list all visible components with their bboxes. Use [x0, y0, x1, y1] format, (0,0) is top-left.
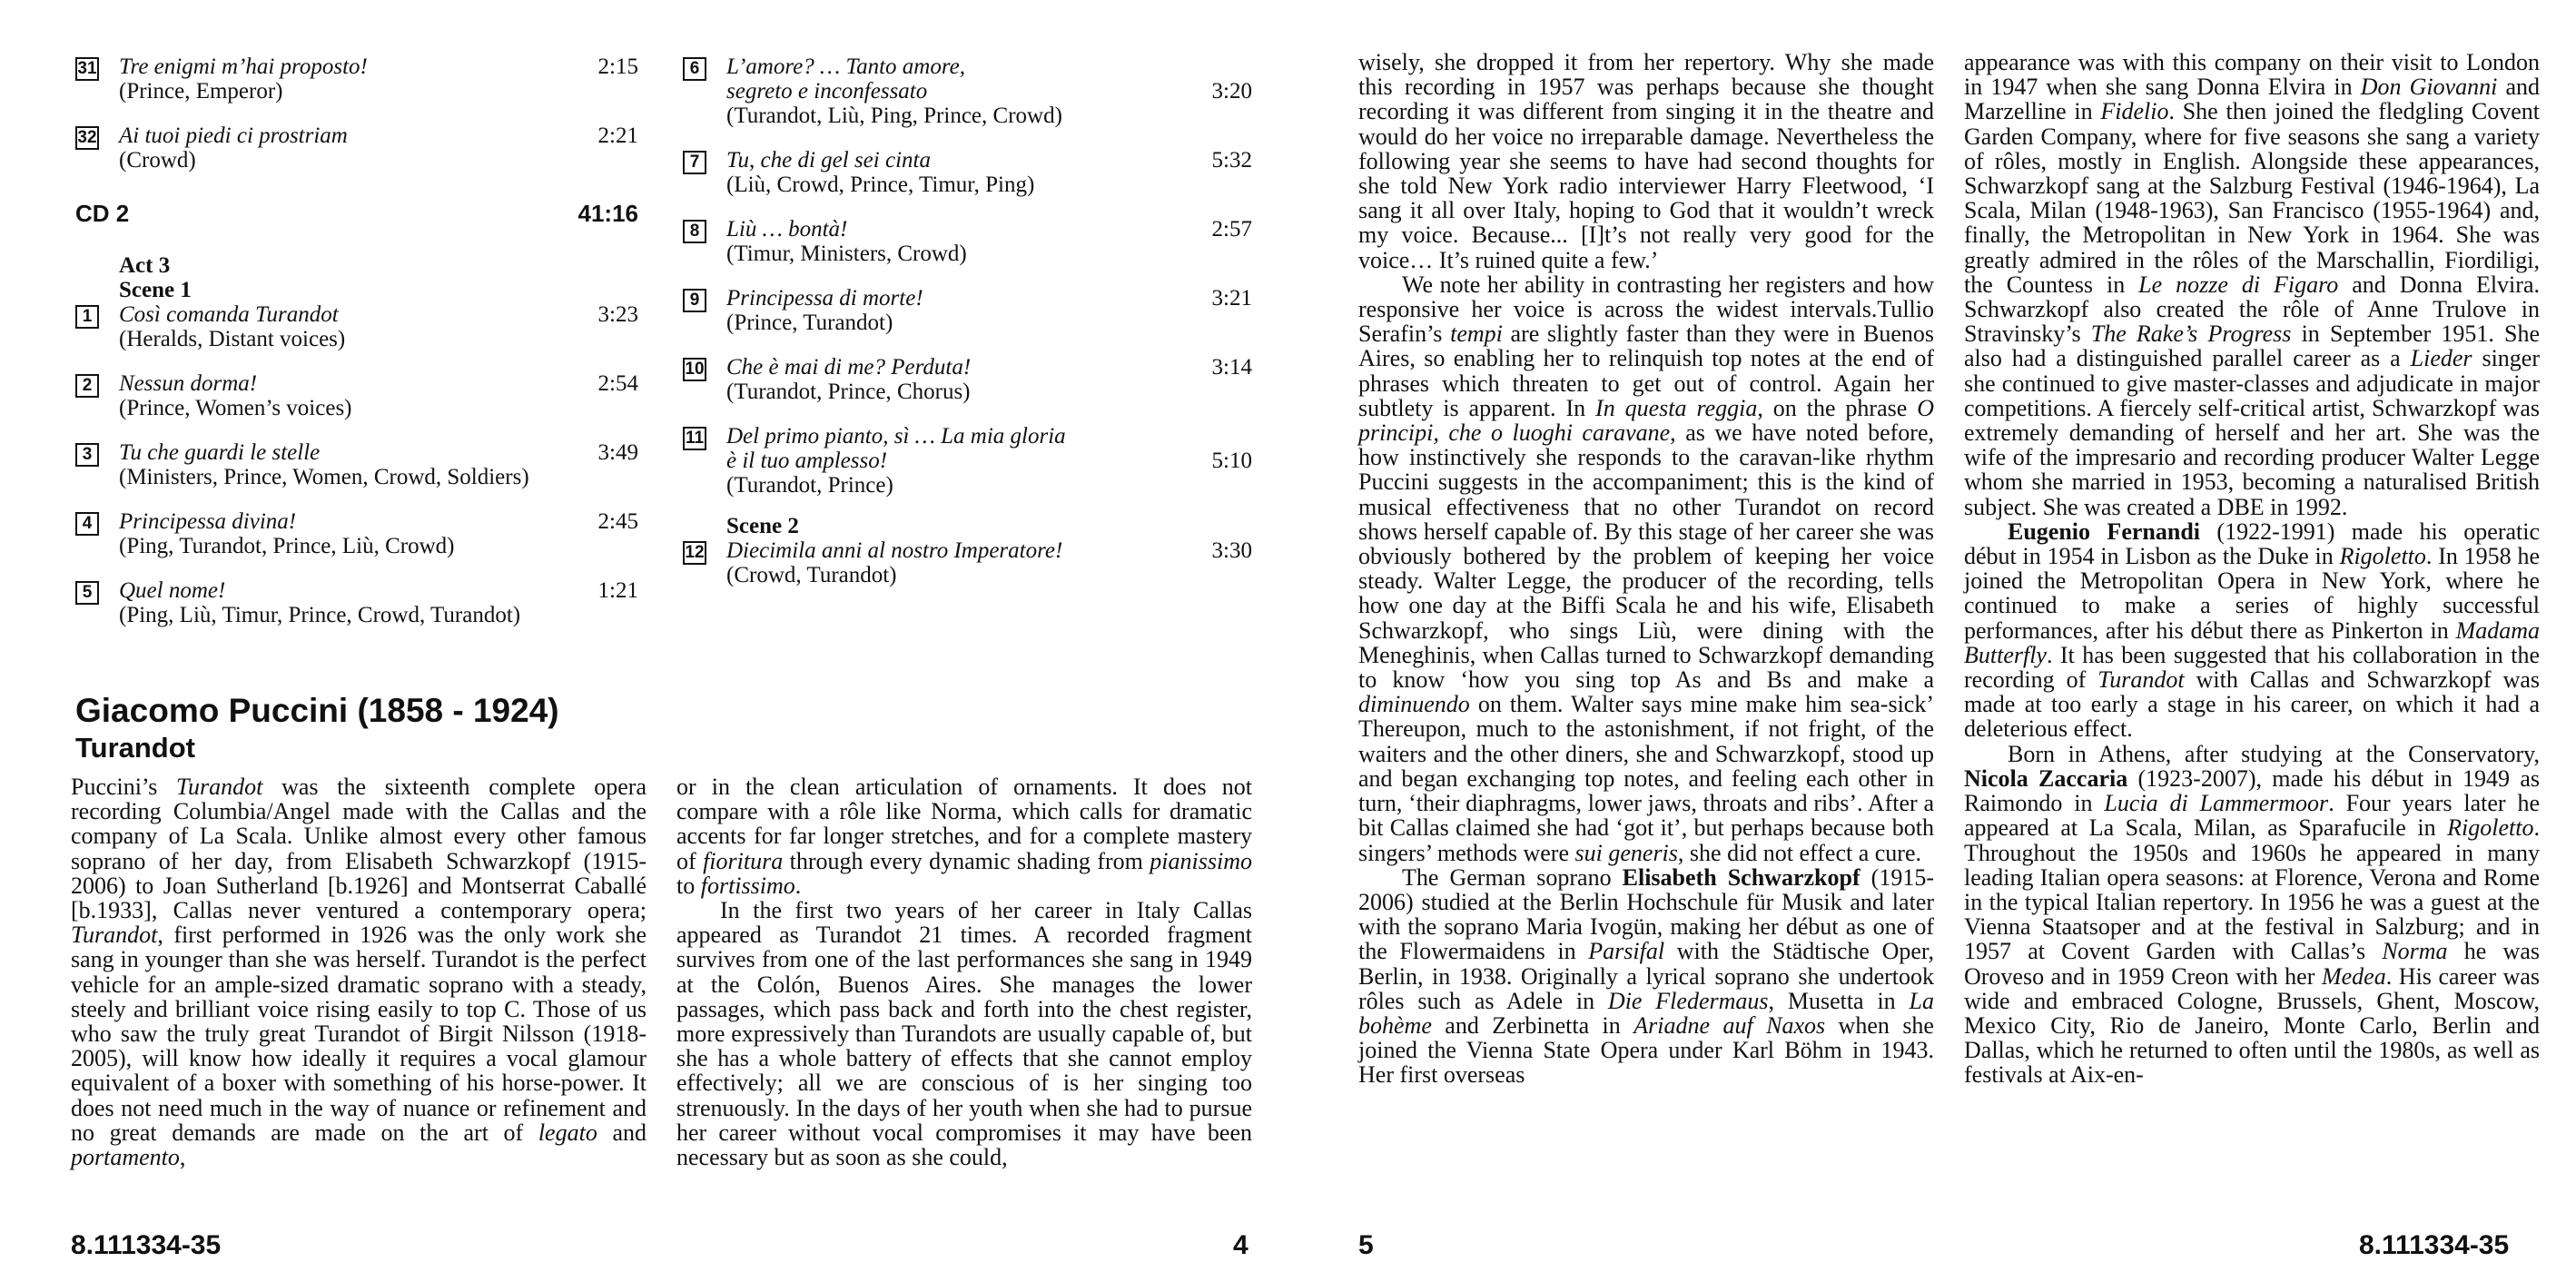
essay-column-3: wisely, she dropped it from her repertory. Why she made this recording in 1957 was perhaps because she thought recording it was different from singing it in the theatre and would do her voice no irreparable damage. Nevertheless the following year she seems to have had second thoughts for she told New York radio interviewer Harry Fleetwood, ‘I sang it all over Italy, hoping to God that it wouldn’t wreck my voice. Because... [I]t’s not really very good for the voice… It’s ruined quite a few.’ We note her ability in contrasting her registers and how responsive her voice is across the widest intervals.Tullio Serafin’s tempi are slightly faster than they were in Buenos Aires, so enabling her to relinquish top notes at the end of phrases which threaten to get out of control. Again her subtlety is apparent. In In questa reggia, on the phrase O principi, che o luoghi caravane, as we have noted before, how instinctively she responds to the caravan-like rhythm Puccini suggests in the accompaniment; this is the kind of musical effectiveness that no other Turandot on record shows herself capable of. By this stage of her career she was obviously bothered by the problem of keeping her voice steady. Walter Legge, the producer of the recording, tells how one day at the Biffi Scala he and his wife, Elisabeth Schwarzkopf, who sings Liù, were dining with the Meneghinis, when Callas turned to Schwarzkopf demanding to know ‘how you sing top As and Bs and make a diminuendo on them. Walter says mine make him sea-sick’ Thereupon, much to the astonishment, if not fright, of the waiters and the other diners, she and Schwarzkopf, stood up and began exchanging top notes, and feeling each other in turn, ‘their diaphragms, lower jaws, throats and ribs’. After a bit Callas claimed she had ‘got it’, but perhaps because both singers’ methods were sui generis, she did not effect a cure. The German soprano Elisabeth Schwarzkopf (1915-2006) studied at the Berlin Hochschule für Musik and later with the soprano Maria Ivogün, making her début as one of the Flowermaidens in Parsifal with the Städtische Oper, Berlin, in 1938. Originally a lyrical soprano she undertook rôles such as Adele in Die Fledermaus, Musetta in La bohème and Zerbinetta in Ariadne auf Naxos when she joined the Vienna State Opera under Karl Böhm in 1943. Her first overseas — [1358, 49, 1935, 1089]
track-number: 9 — [683, 289, 706, 312]
track-number: 3 — [75, 443, 99, 467]
track-title: Del primo pianto, sì … La mia gloria è il tuo amplesso! — [726, 424, 1066, 473]
track-number: 12 — [683, 541, 706, 565]
track-credits: (Ping, Liù, Timur, Prince, Crowd, Turandot) — [119, 603, 521, 627]
track-credits: (Ministers, Prince, Women, Crowd, Soldiers) — [119, 465, 529, 489]
track-credits: (Crowd) — [119, 148, 196, 173]
scene2-heading: Scene 2 — [726, 514, 799, 538]
track-credits: (Ping, Turandot, Prince, Liù, Crowd) — [119, 534, 455, 558]
track-3 — [75, 440, 638, 489]
essay-subtitle: Turandot — [75, 732, 196, 764]
track-12 — [683, 514, 1252, 587]
track-5 — [75, 578, 638, 627]
track-title: Liù … bontà! — [726, 217, 848, 242]
scene-heading: Scene 1 — [119, 278, 192, 302]
track-title: Diecimila anni al nostro Imperatore! — [726, 538, 1063, 563]
essay-column-4: appearance was with this company on their visit to London in 1947 when she sang Donna Elvira in Don Giovanni and Marzelline in Fidelio. She then joined the fledgling Covent Garden Company, where for five seasons she sang a variety of rôles, mostly in English. Alongside these appearances, Schwarzkopf sang at the Salzburg Festival (1946-1964), La Scala, Milan (1948-1963), San Francisco (1955-1964) and, finally, the Metropolitan in New York in 1964. She was greatly admired in the rôles of the Marschallin, Fiordiligi, the Countess in Le nozze di Figaro and Donna Elvira. Schwarzkopf also created the rôle of Anne Trulove in Stravinsky’s The Rake’s Progress in September 1951. She also had a distinguished parallel career as a Lieder singer she continued to give master-classes and adjudicate in major competitions. A fiercely self-critical artist, Schwarzkopf was extremely demanding of herself and her art. She was the wife of the impresario and recording producer Walter Legge whom she married in 1953, becoming a naturalised British subject. She was created a DBE in 1992. Eugenio Fernandi (1922-1991) made his operatic début in 1954 in Lisbon as the Duke in Rigoletto. In 1958 he joined the Metropolitan Opera in New York, where he continued to make a series of highly successful performances, after his début there as Pinkerton in Madama Butterfly. It has been suggested that his collaboration in the recording of Turandot with Callas and Schwarzkopf was made at too early a stage in his career, on which it had a deleterious effect. Born in Athens, after studying at the Conservatory, Nicola Zaccaria (1923-2007), made his début in 1949 as Raimondo in Lucia di Lammermoor. Four years later he appeared at La Scala, Milan, as Sparafucile in Rigoletto. Throughout the 1950s and 1960s he appeared in many leading Italian opera seasons: at Florence, Verona and Rome in the typical Italian repertory. In 1956 he was a guest at the Vienna Staatsoper and at the festival in Salzburg; and in 1957 at Covent Garden with Callas’s Norma he was Oroveso and in 1959 Creon with her Medea. His career was wide and embraced Cologne, Brussels, Ghent, Moscow, Mexico City, Rio de Janeiro, Monte Carlo, Berlin and Dallas, which he returned to often until the 1980s, as well as festivals at Aix-en- — [1964, 49, 2541, 1089]
track-credits: (Prince, Women’s voices) — [119, 396, 352, 420]
track-number: 8 — [683, 220, 706, 243]
track-1 — [75, 302, 638, 351]
track-8 — [683, 217, 1252, 266]
track-title: Ai tuoi piedi ci prostriam — [119, 123, 348, 148]
track-title: Tu, che di gel sei cinta — [726, 148, 931, 173]
track-credits: (Crowd, Turandot) — [726, 563, 897, 587]
track-duration: 3:20 — [1211, 79, 1252, 104]
track-title: L’amore? … Tanto amore, segreto e inconfessato — [726, 54, 965, 104]
track-number: 11 — [683, 427, 706, 450]
track-title: Quel nome! — [119, 578, 226, 603]
track-credits: (Liù, Crowd, Prince, Timur, Ping) — [726, 173, 1035, 197]
track-number: 10 — [683, 358, 706, 381]
cd2-header — [75, 200, 638, 228]
track-credits: (Timur, Ministers, Crowd) — [726, 242, 967, 266]
track-number: 32 — [75, 126, 99, 150]
track-title: Principessa divina! — [119, 509, 297, 534]
track-duration: 2:57 — [1211, 217, 1252, 242]
page-number-right: 5 — [1358, 1230, 1374, 1260]
track-title: Tu che guardi le stelle — [119, 440, 321, 465]
track-number: 1 — [75, 305, 99, 329]
track-9 — [683, 286, 1252, 335]
track-duration: 3:30 — [1211, 538, 1252, 563]
track-32 — [75, 123, 638, 173]
track-credits: (Heralds, Distant voices) — [119, 327, 346, 351]
track-credits: (Prince, Emperor) — [119, 79, 283, 104]
track-11 — [683, 424, 1252, 498]
catalogue-number-left: 8.111334-35 — [71, 1230, 222, 1260]
essay-column-2: or in the clean articulation of ornaments. It does not compare with a rôle like Norma, which calls for dramatic accents for far longer stretches, and for a complete mastery of fioritura through every dynamic shading from pianissimo to fortissimo. In the first two years of her career in Italy Callas appeared as Turandot 21 times. A recorded fragment survives from one of the last performances she sang in 1949 at the Colón, Buenos Aires. She manages the lower passages, which pass back and forth into the chest register, more expressively than Turandots are usually capable of, but she has a whole battery of effects that she cannot employ effectively; all we are conscious of is her singing too strenuously. In the days of her youth when she had to pursue her career without vocal compromises it may have been necessary but as soon as she could, — [676, 774, 1252, 1171]
track-number: 2 — [75, 374, 99, 398]
tracklist-column-1 — [75, 54, 638, 647]
track-number: 31 — [75, 57, 99, 81]
tracklist-column-2 — [683, 54, 1252, 607]
catalogue-number-right: 8.111334-35 — [2359, 1230, 2510, 1260]
track-title: Tre enigmi m’hai proposto! — [119, 54, 368, 79]
track-number: 6 — [683, 57, 706, 81]
cd2-label: CD 2 — [75, 200, 130, 227]
track-duration: 3:14 — [1211, 355, 1252, 380]
track-2 — [75, 371, 638, 420]
cd2-duration: 41:16 — [577, 200, 638, 227]
track-duration: 5:10 — [1211, 449, 1252, 473]
track-number: 5 — [75, 581, 99, 605]
track-duration: 3:49 — [597, 440, 638, 465]
essay-column-1: Puccini’s Turandot was the sixteenth complete opera recording Columbia/Angel made with the Callas and the company of La Scala. Unlike almost every other famous soprano of her day, from Elisabeth Schwarzkopf (1915-2006) to Joan Sutherland [b.1926] and Montserrat Caballé [b.1933], Callas never ventured a contemporary opera; Turandot, first performed in 1926 was the only work she sang in younger than she was herself. Turandot is the perfect vehicle for an ample-sized dramatic soprano with a steady, steely and brilliant voice rising easily to top C. Those of us who saw the truly great Turandot of Birgit Nilsson (1918-2005), will know how ideally it requires a vocal glamour equivalent of a boxer with something of his horse-power. It does not need much in the way of nuance or refinement and no great demands are made on the art of legato and portamento, — [71, 774, 646, 1171]
track-4 — [75, 509, 638, 558]
act-heading: Act 3 — [119, 253, 171, 278]
track-title: Così comanda Turandot — [119, 302, 339, 327]
track-duration: 5:32 — [1211, 148, 1252, 173]
track-duration: 3:23 — [597, 302, 638, 327]
track-title: Principessa di morte! — [726, 286, 923, 311]
track-10 — [683, 355, 1252, 404]
track-duration: 2:21 — [597, 123, 638, 148]
track-number: 7 — [683, 151, 706, 174]
track-duration: 3:21 — [1211, 286, 1252, 311]
track-credits: (Prince, Turandot) — [726, 311, 893, 335]
page-number-left: 4 — [1233, 1230, 1249, 1260]
track-number: 4 — [75, 512, 99, 536]
track-31 — [75, 54, 638, 104]
track-duration: 2:15 — [597, 54, 638, 79]
track-title: Nessun dorma! — [119, 371, 258, 396]
track-credits: (Turandot, Prince) — [726, 473, 893, 498]
track-duration: 1:21 — [597, 578, 638, 603]
track-credits: (Turandot, Prince, Chorus) — [726, 380, 971, 404]
track-credits: (Turandot, Liù, Ping, Prince, Crowd) — [726, 104, 1062, 128]
track-6 — [683, 54, 1252, 128]
essay-title: Giacomo Puccini (1858 - 1924) — [75, 692, 559, 729]
track-duration: 2:54 — [597, 371, 638, 396]
track-7 — [683, 148, 1252, 197]
track-duration: 2:45 — [597, 509, 638, 534]
track-title: Che è mai di me? Perduta! — [726, 355, 972, 380]
